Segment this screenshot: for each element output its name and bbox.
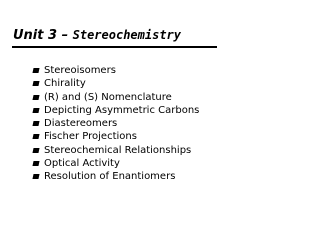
list-item: [44, 64, 199, 77]
square-bullet-icon: [32, 148, 39, 153]
square-bullet-icon: [32, 81, 39, 86]
square-bullet-icon: [32, 108, 39, 113]
title-underline: [12, 46, 217, 48]
list-item: [44, 91, 199, 104]
title-topic: Stereochemistry: [72, 28, 181, 42]
square-bullet-icon: [32, 134, 39, 139]
list-item-label: (R) and (S) Nomenclature: [44, 91, 172, 103]
list-item-label: Diastereomers: [44, 118, 118, 130]
list-item: [44, 77, 199, 90]
list-item-label: Optical Activity: [44, 158, 120, 170]
list-item: [44, 144, 199, 157]
list-item: [44, 157, 199, 170]
list-item-label: Chirality: [44, 78, 86, 90]
list-item-label: Stereoisomers: [44, 65, 116, 76]
slide-title: [13, 28, 181, 43]
list-item-label: Depicting Asymmetric Carbons: [44, 104, 200, 116]
topic-list: [44, 64, 199, 184]
square-bullet-icon: [32, 161, 39, 166]
list-item-label: Fischer Projections: [44, 131, 137, 143]
list-item: [44, 117, 199, 130]
list-item-label: Stereochemical Relationships: [44, 144, 192, 156]
square-bullet-icon: [32, 174, 39, 179]
square-bullet-icon: [32, 121, 39, 126]
square-bullet-icon: [32, 95, 39, 100]
list-item: [44, 170, 199, 183]
square-bullet-icon: [32, 68, 39, 73]
list-item: [44, 104, 199, 117]
list-item: [44, 130, 199, 143]
title-unit: Unit 3 –: [13, 28, 69, 43]
list-item-label: Resolution of Enantiomers: [44, 171, 176, 183]
